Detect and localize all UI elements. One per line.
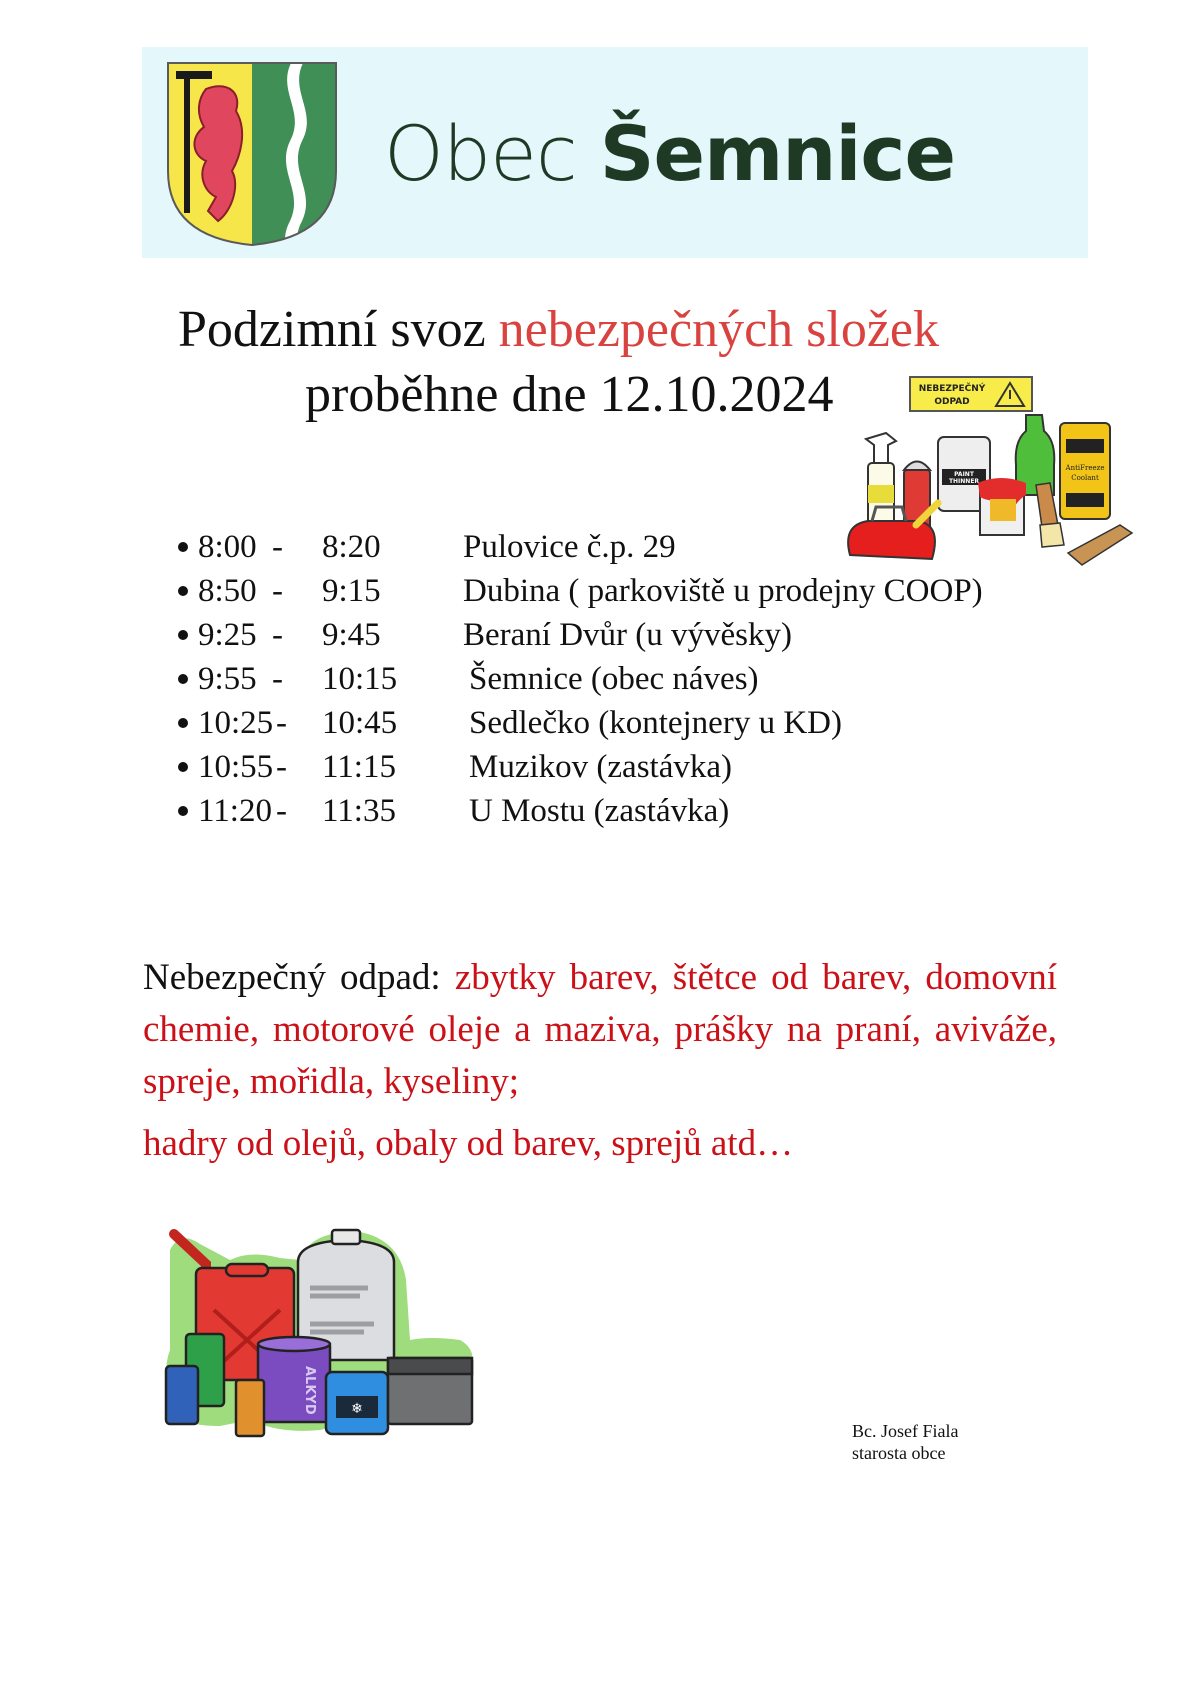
time-separator: - <box>272 573 283 609</box>
end-time: 9:45 <box>322 617 381 653</box>
time-separator: - <box>272 617 283 653</box>
schedule-row <box>176 613 1076 657</box>
bullet-icon <box>178 762 188 772</box>
collection-schedule <box>176 525 1076 833</box>
svg-text:PAINT: PAINT <box>954 471 974 478</box>
location: U Mostu (zastávka) <box>469 793 730 829</box>
time-separator: - <box>276 749 287 785</box>
title-red-part: nebezpečných složek <box>498 301 939 358</box>
end-time: 10:15 <box>322 661 398 697</box>
time-separator: - <box>272 529 283 565</box>
schedule-row <box>176 745 1076 789</box>
hazard-sign <box>910 377 1032 411</box>
waste-items-continued: hadry od olejů, obaly od barev, sprejů atd… <box>143 1123 794 1164</box>
signature-block <box>852 1420 958 1464</box>
start-time: 9:55 <box>198 661 257 697</box>
svg-text:ODPAD: ODPAD <box>934 397 970 407</box>
svg-text:NEBEZPEČNÝ: NEBEZPEČNÝ <box>918 384 986 394</box>
svg-text:ALKYD: ALKYD <box>302 1366 317 1415</box>
start-time: 8:00 <box>198 529 257 565</box>
bullet-icon <box>178 806 188 816</box>
bullet-icon <box>178 586 188 596</box>
collection-date: proběhne dne 12.10.2024 <box>305 366 834 423</box>
start-time: 9:25 <box>198 617 257 653</box>
title-black-part: Podzimní svoz <box>178 301 499 358</box>
end-time: 11:35 <box>322 793 396 829</box>
chemical-containers-illustration <box>160 1220 480 1445</box>
start-time: 11:20 <box>198 793 272 829</box>
bullet-icon <box>178 542 188 552</box>
end-time: 8:20 <box>322 529 381 565</box>
bullet-icon <box>178 630 188 640</box>
schedule-row <box>176 789 1076 833</box>
schedule-row <box>176 525 1076 569</box>
start-time: 10:55 <box>198 749 274 785</box>
banner-title-prefix: Obec <box>384 109 577 198</box>
location: Pulovice č.p. 29 <box>463 529 676 565</box>
bullet-icon <box>178 718 188 728</box>
banner-title-name: Šemnice <box>599 109 956 198</box>
signatory-role: starosta obce <box>852 1443 946 1463</box>
snowflake-icon: ❄ <box>351 1401 363 1417</box>
bullet-icon <box>178 674 188 684</box>
time-separator: - <box>272 661 283 697</box>
svg-text:Coolant: Coolant <box>1071 474 1099 482</box>
end-time: 11:15 <box>322 749 396 785</box>
coat-of-arms-icon <box>166 61 338 247</box>
location: Muzikov (zastávka) <box>469 749 732 785</box>
schedule-row <box>176 657 1076 701</box>
time-separator: - <box>276 705 287 741</box>
time-separator: - <box>276 793 287 829</box>
hazardous-waste-description <box>143 952 1057 1170</box>
signatory-name: Bc. Josef Fiala <box>852 1421 959 1441</box>
banner-title <box>384 99 955 209</box>
location: Šemnice (obec náves) <box>469 661 759 697</box>
waste-items: zbytky barev, štětce od barev, domovní chemie, motorové oleje a maziva, prášky na praní, aviváže, spreje, mořidla, kyseliny; <box>143 957 1057 1102</box>
svg-text:THINNER: THINNER <box>948 478 980 485</box>
end-time: 9:15 <box>322 573 381 609</box>
schedule-row <box>176 569 1076 613</box>
schedule-row <box>176 701 1076 745</box>
municipality-banner <box>142 47 1088 258</box>
location: Sedlečko (kontejnery u KD) <box>469 705 842 741</box>
end-time: 10:45 <box>322 705 398 741</box>
location: Beraní Dvůr (u vývěsky) <box>463 617 793 653</box>
start-time: 10:25 <box>198 705 274 741</box>
page-title <box>178 300 939 360</box>
svg-text:AntiFreeze: AntiFreeze <box>1065 464 1105 472</box>
waste-label: Nebezpečný odpad: <box>143 957 455 998</box>
start-time: 8:50 <box>198 573 257 609</box>
location: Dubina ( parkoviště u prodejny COOP) <box>463 573 983 609</box>
